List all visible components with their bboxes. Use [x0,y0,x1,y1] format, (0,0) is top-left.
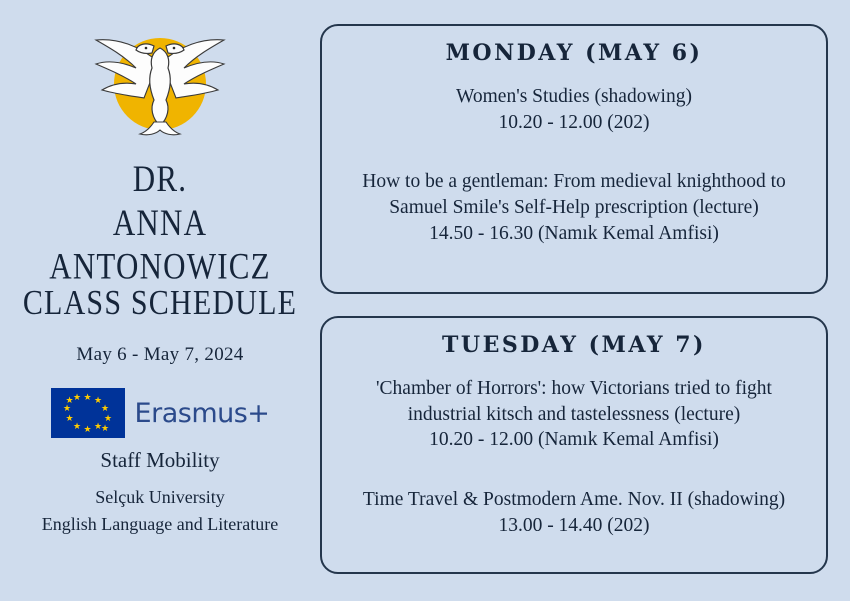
event-time: 10.20 - 12.00 (Namık Kemal Amfisi) [429,429,719,451]
day-title: MONDAY (MAY 6) [445,40,703,66]
event-name: How to be a gentleman: From medieval knighthood to Samuel Smile's Self-Help prescription (lecture) [362,171,786,219]
page-title [0,158,320,324]
event-name: Women's Studies (shadowing) [456,86,692,107]
date-range: May 6 - May 7, 2024 [76,344,244,366]
spacer [340,471,808,487]
event-time: 13.00 - 14.40 (202) [498,514,650,536]
event-item [340,487,808,538]
title-line-3: CLASS SCHEDULE [22,282,298,322]
erasmus-logo [51,388,270,438]
event-item [340,84,808,135]
department-label: English Language and Literature [41,514,279,535]
program-label: Staff Mobility [100,448,220,473]
title-line-1: DR. [132,158,188,200]
event-time: 14.50 - 16.30 (Namık Kemal Amfisi) [429,222,719,244]
event-name: 'Chamber of Horrors': how Victorians tried to fight industrial kitsch and tastelessness (lecture) [376,378,772,425]
erasmus-wordmark: Erasmus+ [134,397,270,429]
identity-panel [0,0,320,601]
spacer [340,153,808,169]
day-card-tuesday [320,316,828,574]
day-card-monday [320,24,828,294]
schedule-panel [320,0,850,601]
day-title: TUESDAY (MAY 7) [442,332,706,358]
event-item [340,376,808,453]
event-time: 10.20 - 12.00 (202) [498,111,650,133]
university-label: Selçuk University [95,487,225,508]
title-line-2: ANNA ANTONOWICZ [49,201,271,287]
event-name: Time Travel & Postmodern Ame. Nov. II (shadowing) [362,489,786,511]
eu-flag-icon: ★ ★ ★ ★ ★ ★ ★ ★ ★ ★ ★ ★ [51,388,125,438]
event-item [340,169,808,246]
eagle-crest-icon [80,22,240,142]
